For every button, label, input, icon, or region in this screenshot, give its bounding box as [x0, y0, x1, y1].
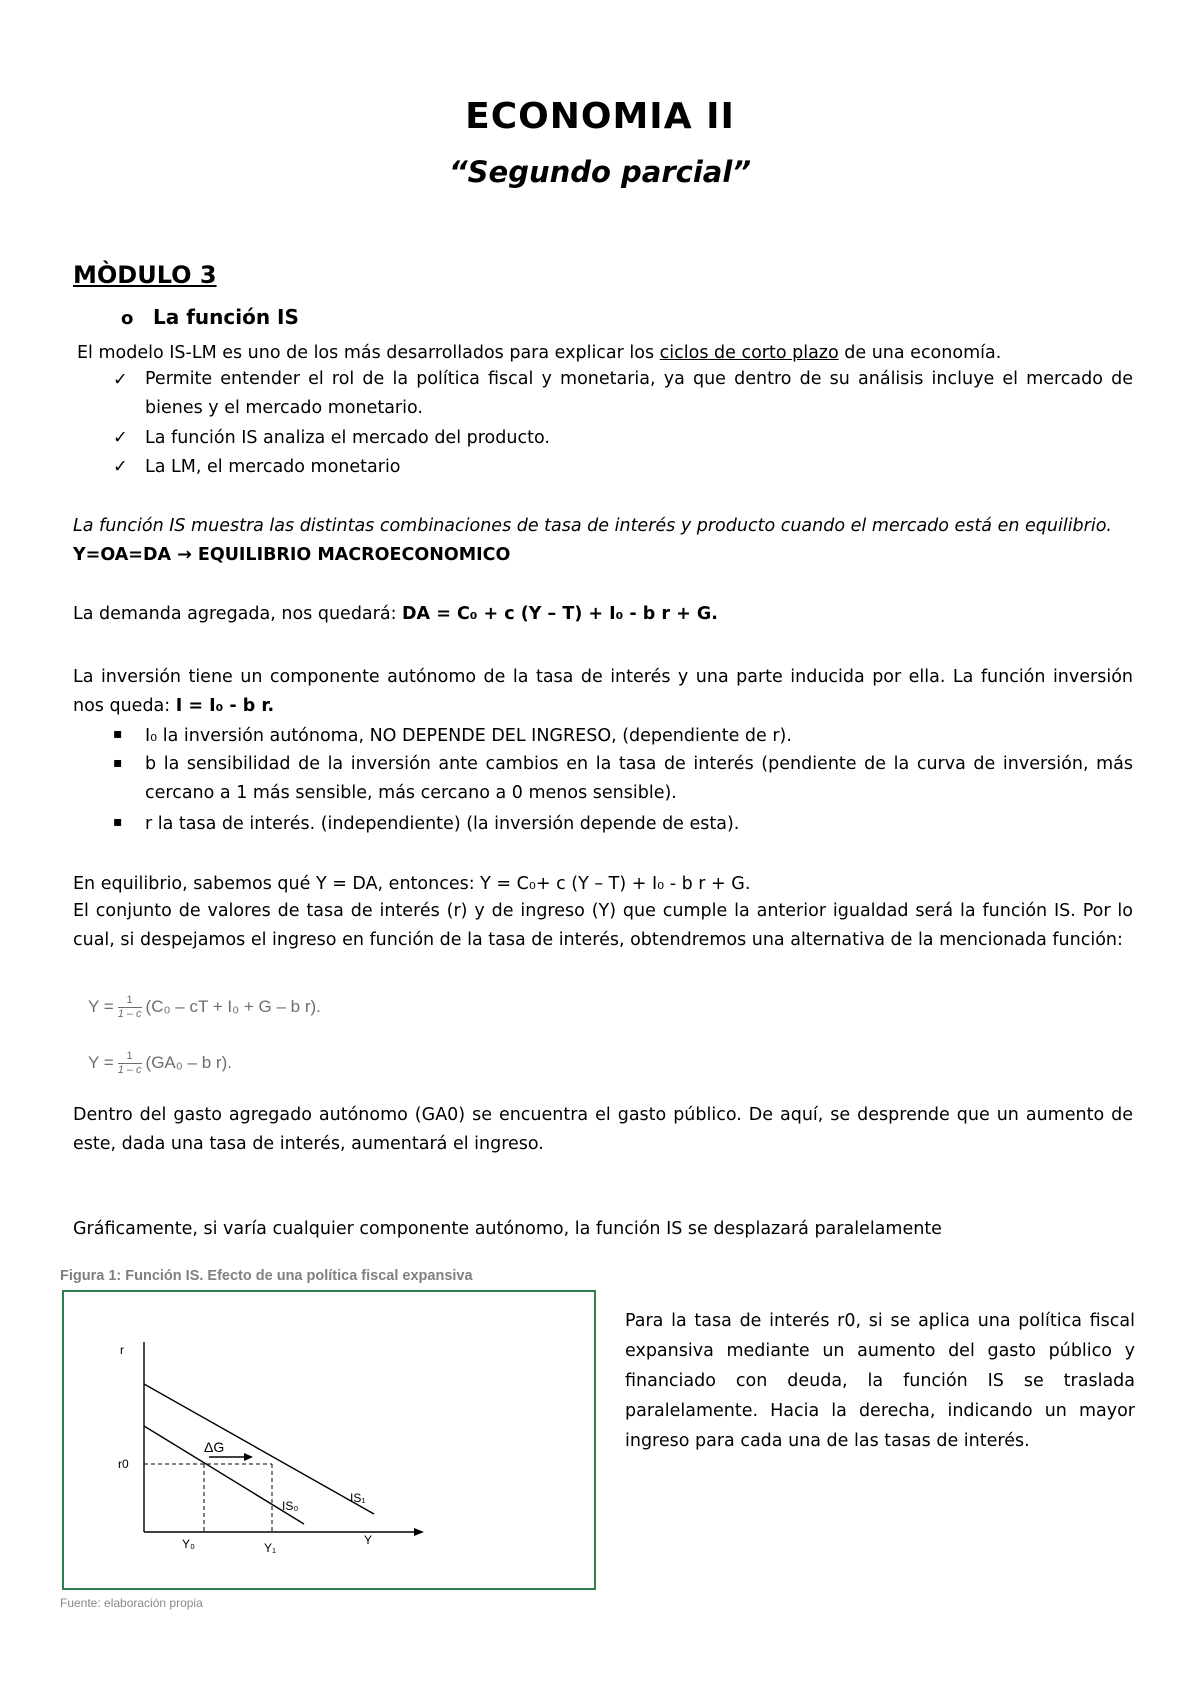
- formula-2-fraction: [118, 1050, 142, 1077]
- check-item: Permite entender el rol de la política fiscal y monetaria, ya que dentro de su análisis incluye el mercado de bienes y el mercado monetario.: [145, 369, 1133, 418]
- intro-underlined-text: ciclos de corto plazo: [659, 343, 839, 363]
- investment-paragraph: [73, 663, 1133, 721]
- y0-label: Y₀: [182, 1537, 195, 1551]
- circle-bullet-icon: o: [121, 308, 134, 329]
- formula-2-rhs: (GA₀ – b r).: [145, 1052, 232, 1072]
- figure-frame: [62, 1290, 596, 1590]
- formula-1-fraction: [118, 994, 142, 1021]
- delta-g-label: ΔG: [204, 1439, 225, 1455]
- r0-label: r0: [118, 1457, 129, 1471]
- check-item: La LM, el mercado monetario: [145, 457, 401, 477]
- figure-explanation: Para la tasa de interés r0, si se aplica una política fiscal expansiva mediante un aumento del gasto público y financiado con deuda, la función IS se traslada paralelamente. Hacia la derecha, indicando un mayor ingreso para cada una de las tasas de interés.: [625, 1311, 1135, 1451]
- figure-source: Fuente: elaboración propia: [60, 1596, 203, 1610]
- demand-paragraph: [73, 604, 718, 624]
- definition-text: La función IS muestra las distintas combinaciones de tasa de interés y producto cuando el mercado está en equilibrio.: [73, 516, 1112, 536]
- gasto-paragraph: Dentro del gasto agregado autónomo (GA0) se encuentra el gasto público. De aquí, se desprende que un aumento de este, dada una tasa de interés, aumentará el ingreso.: [73, 1105, 1133, 1154]
- check-item: La función IS analiza el mercado del producto.: [145, 428, 550, 448]
- square-bullet-icon: ▪: [113, 755, 123, 771]
- formula-2: [88, 1050, 232, 1077]
- intro-text: El modelo IS-LM es uno de los más desarrollados para explicar los: [77, 343, 660, 363]
- investment-formula: I = I₀ - b r.: [175, 696, 275, 716]
- is1-label: IS₁: [350, 1491, 366, 1505]
- document-title: ECONOMIA II: [465, 96, 735, 137]
- figure-caption: Figura 1: Función IS. Efecto de una política fiscal expansiva: [60, 1268, 473, 1284]
- intro-paragraph: [77, 343, 1001, 363]
- is1-curve: [144, 1384, 374, 1514]
- section-heading: [121, 305, 299, 329]
- delta-arrow-icon: [244, 1453, 253, 1461]
- square-bullet-icon: ▪: [113, 726, 123, 742]
- checkmark-icon: ✓: [113, 457, 128, 477]
- square-item: b la sensibilidad de la inversión ante cambios en la tasa de interés (pendiente de la curva de inversión, más cercano a 1 más sensible, más cercano a 0 menos sensible).: [145, 754, 1133, 803]
- is0-label: IS₀: [282, 1499, 299, 1513]
- square-item: r la tasa de interés. (independiente) (la inversión depende de esta).: [145, 814, 740, 834]
- demand-text: La demanda agregada, nos quedará:: [73, 604, 403, 624]
- formula-1: [88, 994, 321, 1021]
- y1-label: Y₁: [264, 1541, 277, 1555]
- investment-text: La inversión tiene un componente autónomo de la tasa de interés y una parte inducida por ella. La función inversión nos queda:: [73, 667, 1133, 716]
- formula-1-rhs: (C₀ – cT + I₀ + G – b r).: [145, 996, 321, 1016]
- axis-y-label: r: [120, 1343, 124, 1357]
- formula-1-lhs: Y =: [88, 996, 114, 1016]
- fraction-numerator: 1: [118, 1050, 142, 1064]
- fraction-denominator: 1 – c: [117, 1064, 142, 1076]
- x-axis-arrow-icon: [414, 1528, 424, 1536]
- document-subtitle: “Segundo parcial”: [448, 155, 751, 189]
- checkmark-icon: ✓: [113, 428, 128, 448]
- square-item: I₀ la inversión autónoma, NO DEPENDE DEL INGRESO, (dependiente de r).: [145, 726, 792, 746]
- checkmark-icon: ✓: [113, 370, 128, 390]
- section-title: La función IS: [153, 305, 299, 329]
- square-bullet-icon: ▪: [113, 814, 123, 830]
- is-paragraph: El conjunto de valores de tasa de interés (r) y de ingreso (Y) que cumple la anterior igualdad será la función IS. Por lo cual, si despejamos el ingreso en función de la tasa de interés, obtendremos una alternativa de la mencionada función:: [73, 901, 1133, 950]
- formula-2-lhs: Y =: [88, 1052, 114, 1072]
- intro-text-end: de una economía.: [838, 343, 1002, 363]
- equilibrium-text: Y=OA=DA → EQUILIBRIO MACROECONOMICO: [73, 545, 511, 565]
- equilibrium-line: En equilibrio, sabemos qué Y = DA, entonces: Y = C₀+ c (Y – T) + I₀ - b r + G.: [73, 874, 751, 894]
- axis-x-label: Y: [364, 1533, 373, 1547]
- demand-formula: DA = C₀ + c (Y – T) + I₀ - b r + G.: [402, 604, 718, 624]
- fraction-numerator: 1: [118, 994, 142, 1008]
- module-heading: MÒDULO 3: [73, 261, 217, 289]
- fraction-denominator: 1 – c: [117, 1008, 142, 1020]
- is-shift-diagram: [64, 1292, 594, 1588]
- graph-intro: Gráficamente, si varía cualquier componente autónomo, la función IS se desplazará paralelamente: [73, 1219, 942, 1239]
